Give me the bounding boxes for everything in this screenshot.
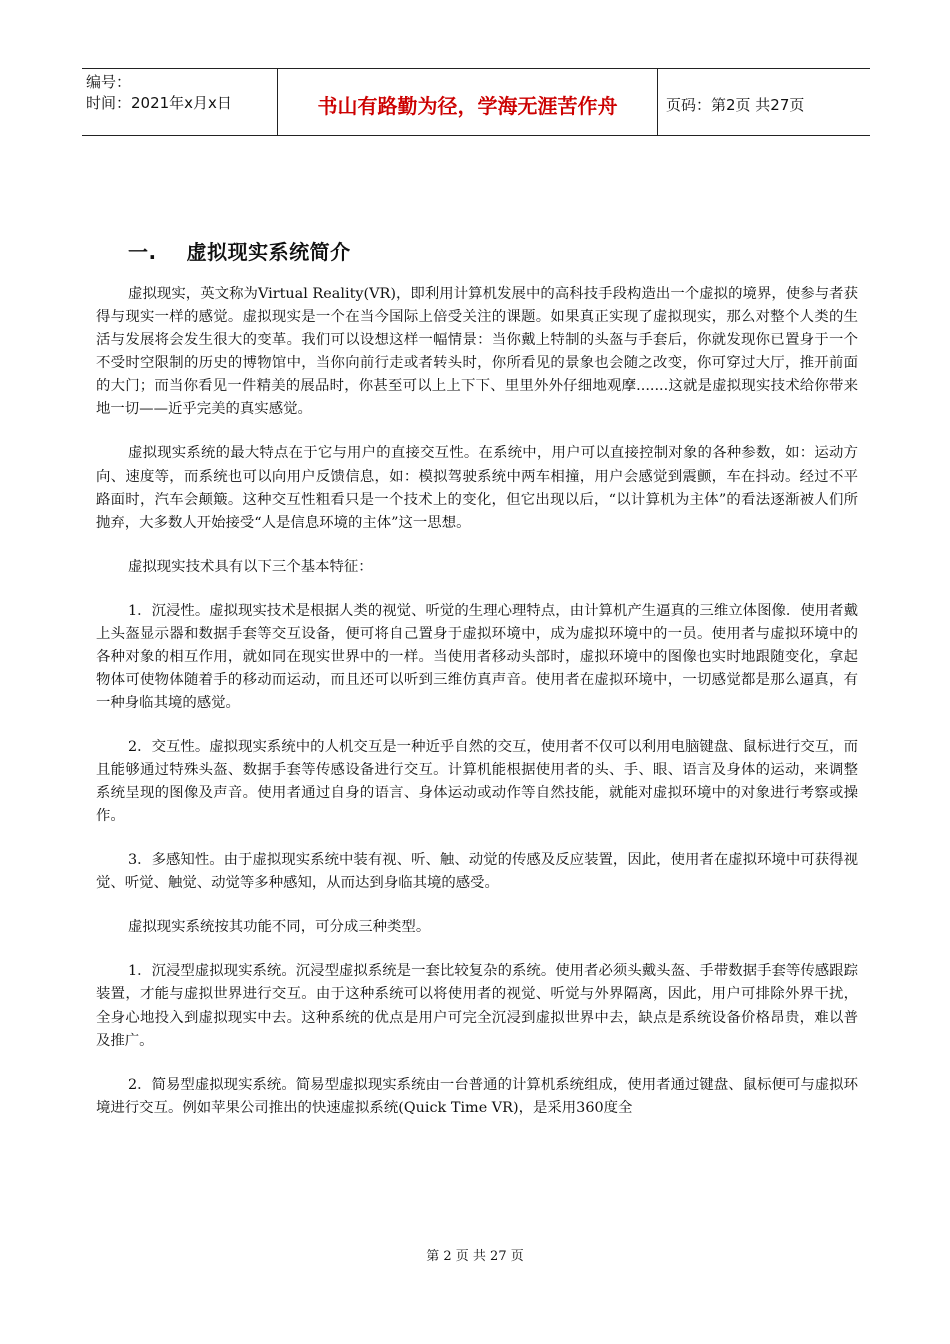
- document-number: 编号：: [86, 73, 132, 91]
- paragraph: 虚拟现实系统的最大特点在于它与用户的直接交互性。在系统中，用户可以直接控制对象的各种参数，如：运动方向、速度等，而系统也可以向用户反馈信息，如：模拟驾驶系统中两车相撞，用户会感觉到震颤，车在抖动。经过不平路面时，汽车会颠簸。这种交互性粗看只是一个技术上的变化，但它出现以后，“以计算机为主体”的看法逐渐被人们所抛弃，大多数人开始接受“人是信息环境的主体”这一思想。: [96, 445, 858, 531]
- body-content: [96, 283, 858, 1141]
- header-page-info: 页码：第2页 共27页: [666, 95, 805, 114]
- paragraph: 1．沉浸型虚拟现实系统。沉浸型虚拟系统是一套比较复杂的系统。使用者必须头戴头盔、手带数据手套等传感跟踪装置，才能与虚拟世界进行交互。由于这种系统可以将使用者的视觉、听觉与外界隔离，因此，用户可排除外界干扰，全身心地投入到虚拟现实中去。这种系统的优点是用户可完全沉浸到虚拟世界中去，缺点是系统设备价格昂贵，难以普及推广。: [96, 963, 858, 1049]
- page-footer: 第 2 页 共 27 页: [426, 1249, 524, 1264]
- page-header: [82, 68, 870, 136]
- section-title-text: 虚拟现实系统简介: [186, 240, 351, 264]
- section-number: 一.: [128, 240, 157, 264]
- paragraph: 虚拟现实技术具有以下三个基本特征：: [128, 558, 373, 575]
- paragraph: 2．交互性。虚拟现实系统中的人机交互是一种近乎自然的交互，使用者不仅可以利用电脑键盘、鼠标进行交互，而且能够通过特殊头盔、数据手套等传感设备进行交互。计算机能根据使用者的头、手、眼、语言及身体的运动，来调整系统呈现的图像及声音。使用者通过自身的语言、身体运动或动作等自然技能，就能对虚拟环境中的对象进行考察或操作。: [96, 739, 858, 825]
- header-meta: [82, 69, 278, 135]
- paragraph: 虚拟现实系统按其功能不同，可分成三种类型。: [128, 919, 431, 936]
- paragraph: 3．多感知性。由于虚拟现实系统中装有视、听、触、动觉的传感及反应装置，因此，使用者在虚拟环境中可获得视觉、听觉、触觉、动觉等多种感知，从而达到身临其境的感受。: [96, 852, 858, 892]
- paragraph: 虚拟现实，英文称为Virtual Reality(VR)，即利用计算机发展中的高科技手段构造出一个虚拟的境界，使参与者获得与现实一样的感觉。虚拟现实是一个在当今国际上倍受关注的课题。如果真正实现了虚拟现实，那么对整个人类的生活与发展将会发生很大的变革。我们可以设想这样一幅情景：当你戴上特制的头盔与手套后，你就发现你已置身于一个不受时空限制的历史的博物馆中，当你向前行走或者转头时，你所看见的景象也会随之改变，你可穿过大厅，推开前面的大门；而当你看见一件精美的展品时，你甚至可以上上下下、里里外外仔细地观摩.......这就是虚拟现实技术给你带来地一切——近乎完美的真实感觉。: [96, 286, 858, 418]
- paragraph: 2．简易型虚拟现实系统。简易型虚拟现实系统由一台普通的计算机系统组成，使用者通过键盘、鼠标便可与虚拟环境进行交互。例如苹果公司推出的快速虚拟系统(Quick Time VR)，是采用360度全: [96, 1076, 858, 1116]
- section-title: [128, 236, 351, 265]
- paragraph: 1．沉浸性。虚拟现实技术是根据人类的视觉、听觉的生理心理特点，由计算机产生逼真的三维立体图像．使用者戴上头盔显示器和数据手套等交互设备，便可将自己置身于虚拟环境中，成为虚拟环境中的一员。使用者与虚拟环境中的各种对象的相互作用，就如同在现实世界中的一样。当使用者移动头部时，虚拟环境中的图像也实时地跟随变化，拿起物体可使物体随着手的移动而运动，而且还可以听到三维仿真声音。使用者在虚拟环境中，一切感觉都是那么逼真，有一种身临其境的感觉。: [96, 602, 858, 712]
- document-date: 时间：2021年x月x日: [86, 94, 232, 112]
- header-slogan: 书山有路勤为径，学海无涯苦作舟: [278, 69, 658, 135]
